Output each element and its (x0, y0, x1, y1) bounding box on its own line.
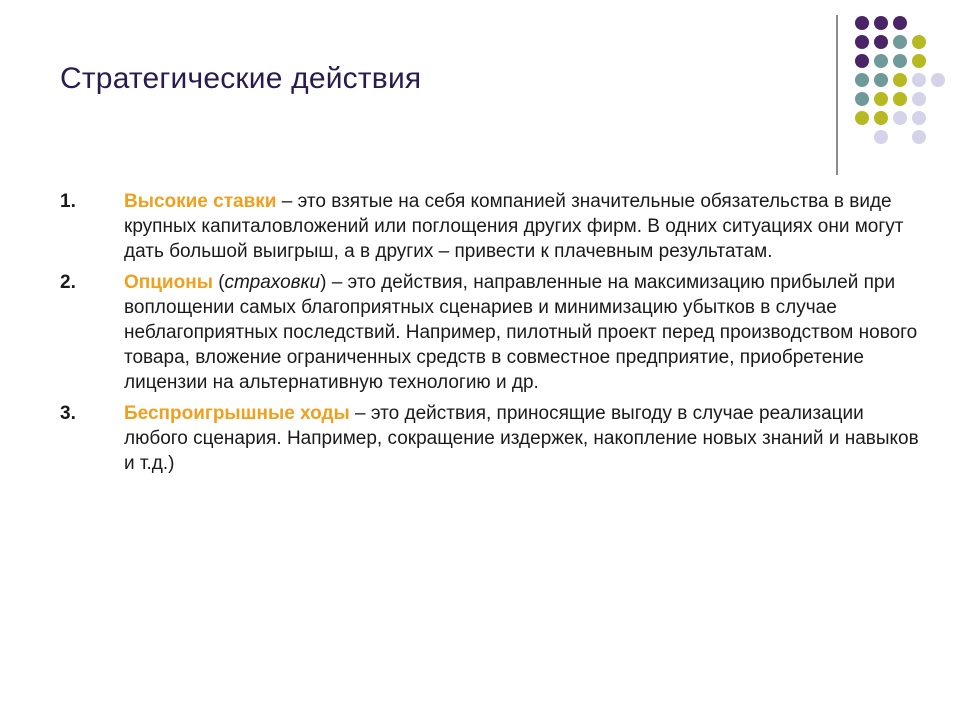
decor-dot-purple (874, 35, 888, 49)
decor-dot-olive (874, 92, 888, 106)
decor-dot-purple (874, 16, 888, 30)
decor-dot-purple (855, 35, 869, 49)
decor-dot-olive (912, 35, 926, 49)
item-number: 1. (60, 191, 76, 212)
item-description: – это взятые на себя компанией значительные обязательства в виде крупных капиталовложений или поглощения других фирм. В одних ситуациях они могут дать большой выигрыш, а в других – привести к плачевным результатам. (124, 191, 904, 262)
item-description: – это действия, приносящие выгоду в случае реализации любого сценария. Например, сокращение издержек, накопление новых знаний и навыков и т.д.) (124, 403, 919, 474)
item-italic-note: страховки (224, 272, 321, 293)
dot-grid-decoration (0, 0, 960, 200)
decor-dot-purple (855, 16, 869, 30)
list-item-1 (60, 189, 920, 264)
decor-dot-teal (874, 54, 888, 68)
decor-dot-lavender (912, 111, 926, 125)
slide-title: Стратегические действия (60, 62, 422, 95)
decor-dot-teal (855, 73, 869, 87)
strategy-list (60, 189, 920, 482)
decor-dot-teal (893, 35, 907, 49)
item-term: Беспроигрышные ходы (124, 403, 350, 424)
decor-dot-purple (893, 16, 907, 30)
list-item-3 (60, 401, 920, 476)
decor-dot-olive (912, 54, 926, 68)
decor-dot-purple (855, 54, 869, 68)
item-term: Опционы (124, 272, 213, 293)
list-item-2 (60, 270, 920, 395)
item-term: Высокие ставки (124, 191, 277, 212)
decor-dot-olive (893, 73, 907, 87)
decor-dot-lavender (874, 130, 888, 144)
item-paren-close: ) (320, 272, 327, 293)
decor-dot-olive (855, 111, 869, 125)
decor-dot-teal (874, 73, 888, 87)
item-paren-open: ( (212, 272, 225, 293)
decor-dot-olive (874, 111, 888, 125)
decor-dot-lavender (912, 130, 926, 144)
decor-dot-lavender (893, 111, 907, 125)
item-number: 3. (60, 403, 76, 424)
decor-dot-lavender (931, 73, 945, 87)
decor-dot-teal (855, 92, 869, 106)
item-number: 2. (60, 272, 76, 293)
decor-dot-teal (893, 54, 907, 68)
decor-dot-olive (893, 92, 907, 106)
decor-dot-lavender (912, 92, 926, 106)
decor-dot-lavender (912, 73, 926, 87)
item-description: – это действия, направленные на максимизацию прибылей при воплощении самых благоприятных сценариев и минимизацию убытков в случае неблагоприятных последствий. Например, пилотный проект перед производством нового товара, вложение ограниченных средств в совместное предприятие, приобретение лицензии на альтернативную технологию и др. (124, 272, 918, 393)
